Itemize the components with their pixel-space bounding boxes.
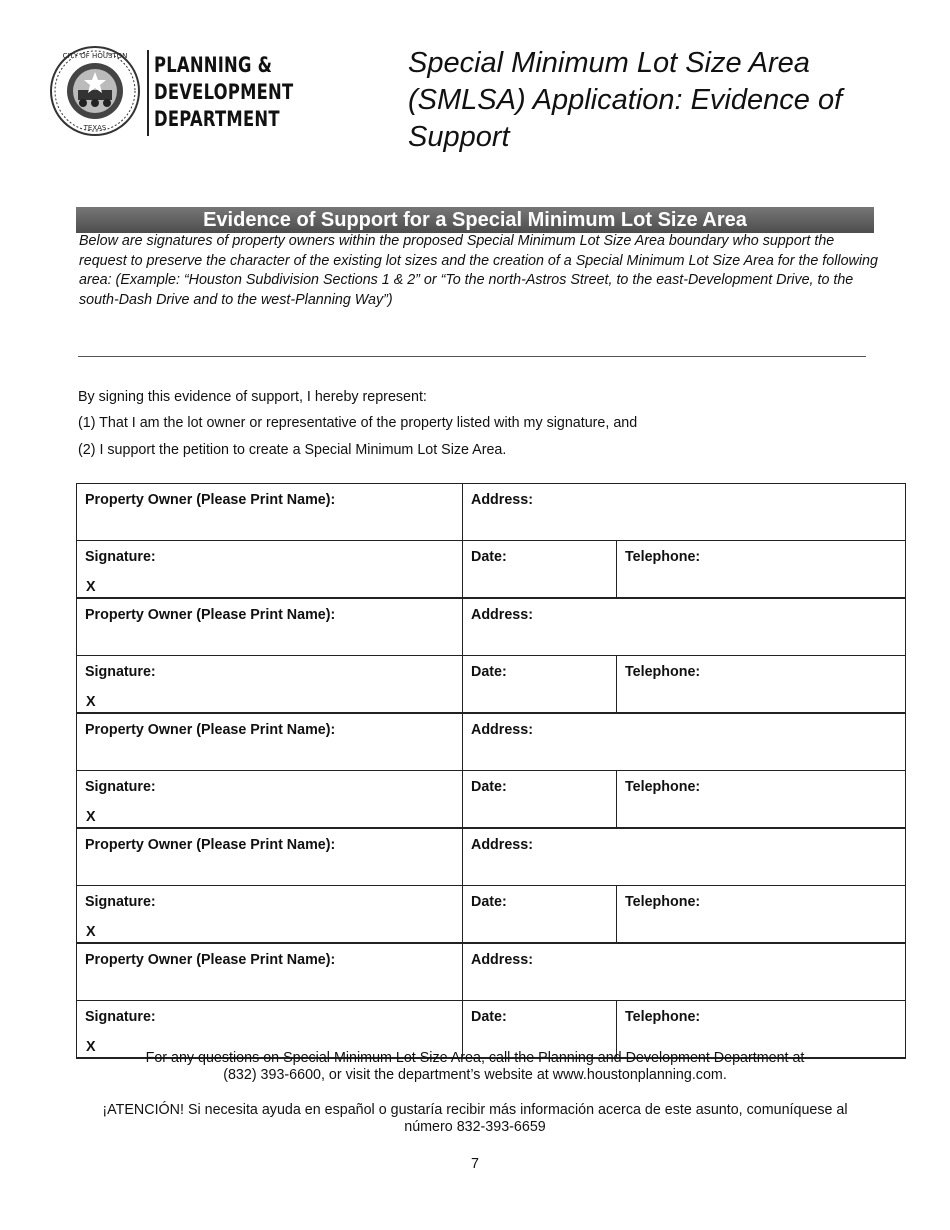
title-line-1: Special Minimum Lot Size Area xyxy=(408,47,810,79)
address-label: Address: xyxy=(471,952,533,968)
contact-info xyxy=(75,1050,875,1084)
representation-statement: By signing this evidence of support, I hereby represent: xyxy=(78,389,427,405)
telephone-label: Telephone: xyxy=(625,894,701,910)
owner-row xyxy=(77,828,906,886)
signature-field[interactable] xyxy=(77,886,463,944)
owner-row xyxy=(77,943,906,1001)
document-title xyxy=(408,45,888,156)
signature-x-mark: X xyxy=(86,809,96,825)
address-field[interactable] xyxy=(463,943,906,1001)
address-field[interactable] xyxy=(463,484,906,541)
signature-field[interactable] xyxy=(77,771,463,829)
date-field[interactable] xyxy=(463,886,617,944)
spanish-line-2: número 832-393-6659 xyxy=(404,1119,546,1135)
signature-label: Signature: xyxy=(85,779,156,795)
spanish-line-1: ¡ATENCIÓN! Si necesita ayuda en español o gustaría recibir más información acerca de este asunto, comuníquese al xyxy=(102,1102,848,1118)
telephone-label: Telephone: xyxy=(625,779,701,795)
telephone-field[interactable] xyxy=(617,541,906,599)
page-number: 7 xyxy=(471,1156,479,1172)
signature-table xyxy=(76,483,906,1059)
owner-name-field[interactable] xyxy=(77,828,463,886)
telephone-label: Telephone: xyxy=(625,664,701,680)
owner-name-label: Property Owner (Please Print Name): xyxy=(85,492,336,508)
header-divider xyxy=(147,50,149,136)
representation-item-1: (1) That I am the lot owner or representative of the property listed with my signature, and xyxy=(78,415,638,431)
address-label: Address: xyxy=(471,837,533,853)
telephone-label: Telephone: xyxy=(625,1009,701,1025)
signature-row xyxy=(77,771,906,829)
date-label: Date: xyxy=(471,894,507,910)
dept-line-1: PLANNING & xyxy=(154,53,273,77)
contact-line-1: For any questions on Special Minimum Lot Size Area, call the Planning and Development Department at xyxy=(145,1050,805,1066)
representation-item-2: (2) I support the petition to create a Special Minimum Lot Size Area. xyxy=(78,442,507,458)
signature-field[interactable] xyxy=(77,541,463,599)
owner-name-label: Property Owner (Please Print Name): xyxy=(85,722,336,738)
signature-x-mark: X xyxy=(86,924,96,940)
address-field[interactable] xyxy=(463,598,906,656)
date-field[interactable] xyxy=(463,771,617,829)
signature-x-mark: X xyxy=(86,1039,96,1055)
spanish-notice xyxy=(75,1102,875,1136)
area-description-line[interactable] xyxy=(78,356,866,357)
dept-line-3: DEPARTMENT xyxy=(154,107,280,131)
address-label: Address: xyxy=(471,607,533,623)
signature-label: Signature: xyxy=(85,549,156,565)
owner-name-field[interactable] xyxy=(77,713,463,771)
owner-name-label: Property Owner (Please Print Name): xyxy=(85,607,336,623)
city-seal-logo xyxy=(50,46,140,136)
address-field[interactable] xyxy=(463,713,906,771)
date-field[interactable] xyxy=(463,541,617,599)
owner-row xyxy=(77,484,906,541)
title-line-3: Support xyxy=(408,121,510,153)
owner-name-label: Property Owner (Please Print Name): xyxy=(85,837,336,853)
owner-row xyxy=(77,598,906,656)
signature-label: Signature: xyxy=(85,894,156,910)
signature-x-mark: X xyxy=(86,694,96,710)
intro-paragraph: Below are signatures of property owners within the proposed Special Minimum Lot Size Area boundary who support the request to preserve the character of the existing lot sizes and the creation of a Special Minimum Lot Size Area for the following area: (Example: “Houston Subdivision Sections 1 & 2” or “To the north-Astros Street, to the east-Development Drive, to the south-Dash Drive and to the west-Planning Way”) xyxy=(79,233,878,308)
address-label: Address: xyxy=(471,722,533,738)
date-label: Date: xyxy=(471,664,507,680)
address-field[interactable] xyxy=(463,828,906,886)
owner-name-field[interactable] xyxy=(77,598,463,656)
signature-label: Signature: xyxy=(85,1009,156,1025)
signature-x-mark: X xyxy=(86,579,96,595)
department-name xyxy=(154,52,293,133)
date-label: Date: xyxy=(471,549,507,565)
owner-row xyxy=(77,713,906,771)
telephone-label: Telephone: xyxy=(625,549,701,565)
telephone-field[interactable] xyxy=(617,771,906,829)
signature-row xyxy=(77,656,906,714)
svg-text:TEXAS: TEXAS xyxy=(83,124,107,132)
telephone-field[interactable] xyxy=(617,656,906,714)
signature-row xyxy=(77,886,906,944)
address-label: Address: xyxy=(471,492,533,508)
owner-name-label: Property Owner (Please Print Name): xyxy=(85,952,336,968)
signature-label: Signature: xyxy=(85,664,156,680)
telephone-field[interactable] xyxy=(617,886,906,944)
owner-name-field[interactable] xyxy=(77,943,463,1001)
svg-text:CITY OF HOUSTON: CITY OF HOUSTON xyxy=(62,52,128,60)
owner-name-field[interactable] xyxy=(77,484,463,541)
date-label: Date: xyxy=(471,1009,507,1025)
title-line-2: (SMLSA) Application: Evidence of xyxy=(408,84,843,116)
dept-line-2: DEVELOPMENT xyxy=(154,80,294,104)
signature-field[interactable] xyxy=(77,656,463,714)
date-field[interactable] xyxy=(463,656,617,714)
contact-line-2: (832) 393-6600, or visit the department’s website at www.houstonplanning.com. xyxy=(223,1067,727,1083)
section-banner: Evidence of Support for a Special Minimum Lot Size Area xyxy=(76,207,874,233)
date-label: Date: xyxy=(471,779,507,795)
signature-row xyxy=(77,541,906,599)
